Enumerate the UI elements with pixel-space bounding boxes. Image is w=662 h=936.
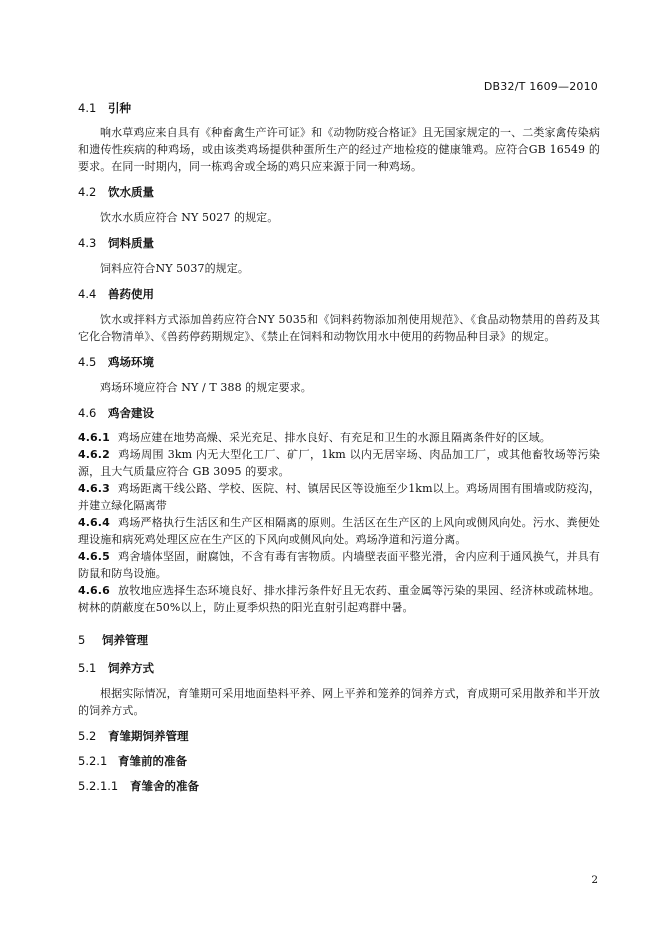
section-heading-4-3 (78, 235, 600, 251)
section-body-4-5: 鸡场环境应符合 NY / T 388 的规定要求。 (100, 381, 312, 394)
clause-text: 鸡舍墙体坚固，耐腐蚀，不含有毒有害物质。内墙壁表面平整光滑，舍内应利于通风换气，并具有防鼠和防鸟设施。 (78, 550, 600, 580)
clause-text: 鸡场严格执行生活区和生产区相隔离的原则。生活区在生产区的上风向或侧风向处。污水、粪便处理设施和病死鸡处理区应在生产区的下风向或侧风向处。鸡场净道和污道分离。 (78, 516, 600, 546)
section-number: 4.4 (78, 287, 97, 301)
section-heading-4-4 (78, 286, 600, 302)
section-number: 4.3 (78, 236, 97, 250)
clause-number: 4.6.3 (78, 482, 110, 495)
section-title: 引种 (108, 101, 131, 115)
section-number: 4.1 (78, 101, 97, 115)
clause-text: 放牧地应选择生态环境良好、排水排污条件好且无农药、重金属等污染的果园、经济林或疏林地。树林的荫蔽度在50%以上，防止夏季炽热的阳光直射引起鸡群中暑。 (78, 584, 600, 614)
chapter-heading-5 (78, 632, 600, 648)
section-heading-5-2-1-1 (78, 778, 600, 794)
section-title: 饮水质量 (108, 185, 154, 199)
section-title: 饲料质量 (108, 236, 154, 250)
section-title: 鸡舍建设 (108, 406, 154, 420)
section-body-4-4: 饮水或拌料方式添加兽药应符合NY 5035和《饲料药物添加剂使用规范》、《食品动物禁用的兽药及其它化合物清单》、《兽药停药期规定》、《禁止在饲料和动物饮用水中使用的药物品种目录》的规定。 (78, 313, 600, 343)
clause-4-6-2 (78, 446, 600, 480)
chapter-number: 5 (78, 633, 86, 647)
clause-4-6-4 (78, 514, 600, 548)
section-body-4-1: 响水草鸡应来自具有《种畜禽生产许可证》和《动物防疫合格证》且无国家规定的一、二类家禽传染病和遗传性疾病的种鸡场，或由该类鸡场提供种蛋所生产的经过产地检疫的健康雏鸡。应符合GB 16549 的要求。在同一时期内，同一栋鸡舍或全场的鸡只应来源于同一种鸡场。 (78, 126, 600, 173)
section-number: 4.6 (78, 406, 97, 420)
clause-4-6-3 (78, 480, 600, 514)
section-number: 5.2.1.1 (78, 779, 119, 793)
section-title: 育雏前的准备 (118, 754, 187, 768)
clause-number: 4.6.6 (78, 584, 110, 597)
document-code: DB32/T 1609—2010 (483, 80, 598, 93)
clause-4-6-6 (78, 582, 600, 616)
clause-text: 鸡场距离干线公路、学校、医院、村、镇居民区等设施至少1km以上。鸡场周围有围墙或防疫沟，并建立绿化隔离带 (78, 482, 600, 512)
section-title: 兽药使用 (108, 287, 154, 301)
chapter-title: 饲养管理 (102, 633, 148, 647)
section-number: 5.2 (78, 729, 97, 743)
section-heading-4-2 (78, 184, 600, 200)
section-number: 4.2 (78, 185, 97, 199)
section-heading-4-5 (78, 354, 600, 370)
section-heading-5-2 (78, 728, 600, 744)
clause-number: 4.6.2 (78, 448, 110, 461)
clause-4-6-5 (78, 548, 600, 582)
section-heading-5-2-1 (78, 753, 600, 769)
clause-number: 4.6.1 (78, 431, 110, 444)
section-number: 4.5 (78, 355, 97, 369)
section-number: 5.2.1 (78, 754, 108, 768)
section-title: 育雏舍的准备 (130, 779, 199, 793)
section-number: 5.1 (78, 661, 97, 675)
clause-text: 鸡场应建在地势高燥、采光充足、排水良好、有充足和卫生的水源且隔离条件好的区域。 (118, 431, 551, 444)
document-body (78, 100, 600, 794)
clause-4-6-1 (78, 429, 600, 446)
clause-text: 鸡场周围 3km 内无大型化工厂、矿厂，1km 以内无居宰场、肉品加工厂，或其他畜牧场等污染源，且大气质量应符合 GB 3095 的要求。 (78, 448, 600, 478)
section-body-4-2: 饮水水质应符合 NY 5027 的规定。 (100, 211, 279, 224)
page-number: 2 (591, 874, 598, 886)
clause-number: 4.6.5 (78, 550, 110, 563)
section-heading-5-1 (78, 660, 600, 676)
section-body-5-1: 根据实际情况，育雏期可采用地面垫料平养、网上平养和笼养的饲养方式，育成期可采用散养和半开放的饲养方式。 (78, 687, 600, 717)
section-body-4-3: 饲料应符合NY 5037的规定。 (100, 262, 249, 275)
section-title: 饲养方式 (108, 661, 154, 675)
section-title: 鸡场环境 (108, 355, 154, 369)
clause-number: 4.6.4 (78, 516, 110, 529)
section-heading-4-1 (78, 100, 600, 116)
section-heading-4-6 (78, 405, 600, 421)
section-title: 育雏期饲养管理 (108, 729, 189, 743)
